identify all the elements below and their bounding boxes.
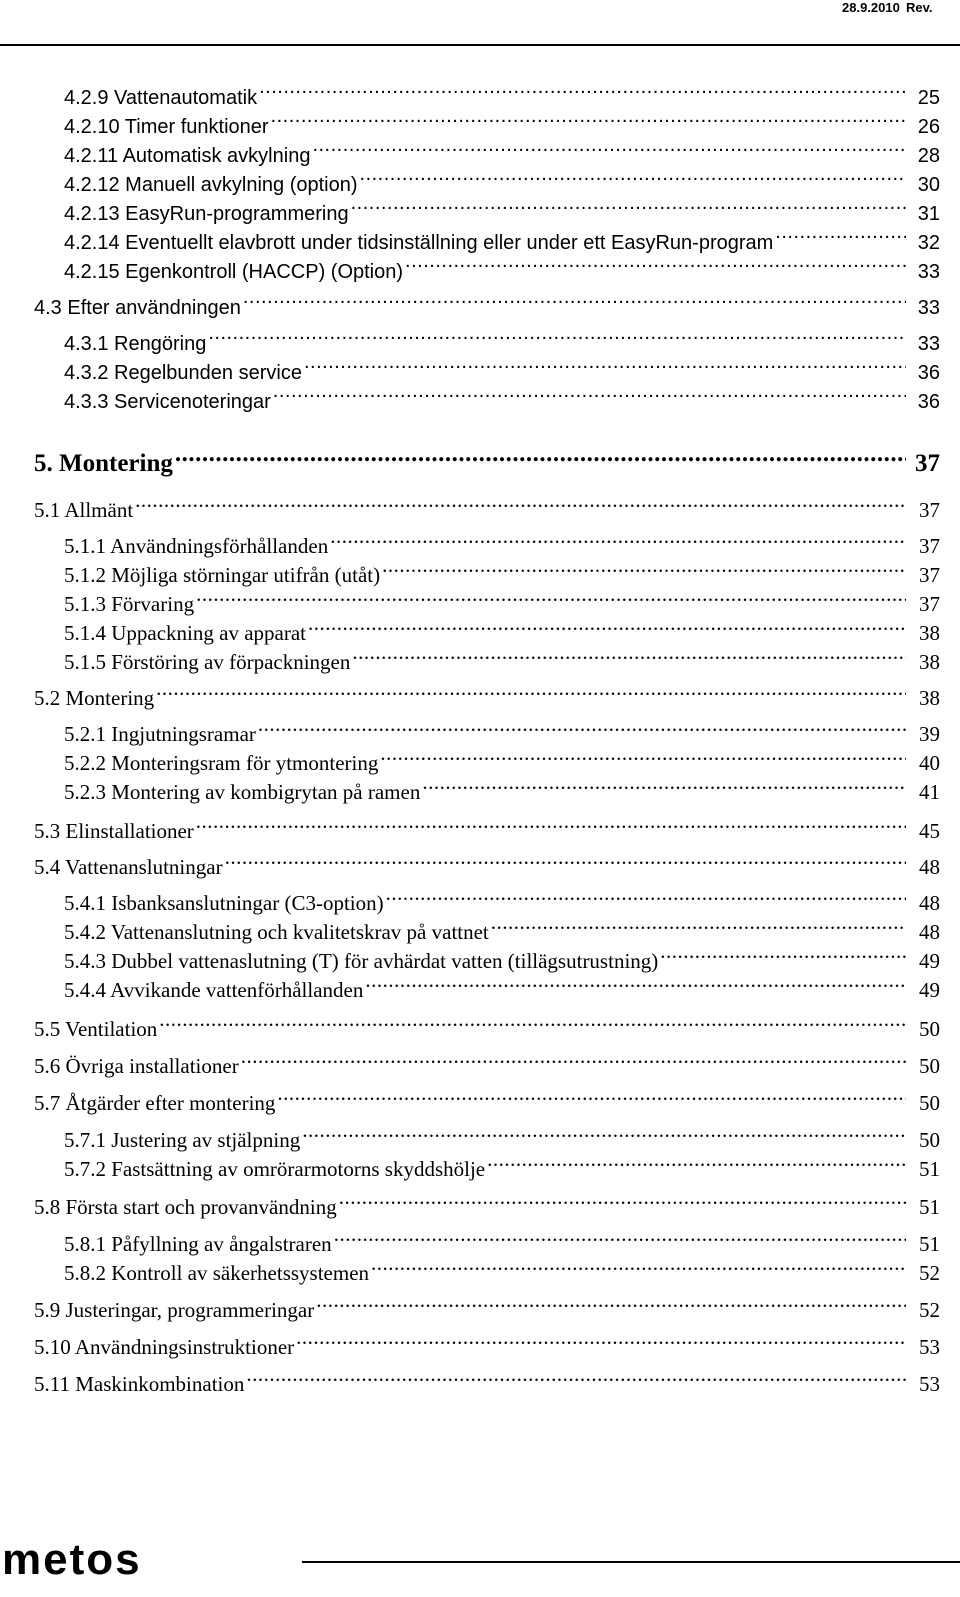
toc-entry-page: 40 xyxy=(919,751,940,775)
toc-entry-label: 4.3.3 Servicenoteringar xyxy=(64,391,271,413)
toc-entry-page: 50 xyxy=(919,1091,940,1115)
toc-leader-dots xyxy=(334,1225,906,1251)
toc-entry-label: 5.2.1 Ingjutningsramar xyxy=(64,722,256,746)
toc-entry[interactable] xyxy=(64,252,940,283)
toc-entry[interactable] xyxy=(34,1291,940,1322)
toc-entry-page: 33 xyxy=(917,333,940,355)
toc-entry-page: 53 xyxy=(919,1372,940,1396)
toc-entry-page: 37 xyxy=(919,563,940,587)
toc-entry[interactable] xyxy=(34,1047,940,1078)
toc-entry-label: 5.8 Första start och provanvändning xyxy=(34,1195,337,1219)
toc-entry-label: 4.3 Efter användningen xyxy=(34,297,241,319)
toc-entry[interactable] xyxy=(64,165,940,196)
toc-entry-page: 28 xyxy=(917,145,940,167)
toc-entry-page: 36 xyxy=(917,362,940,384)
toc-leader-dots xyxy=(296,1328,906,1354)
toc-entry-label: 4.2.9 Vattenautomatik xyxy=(64,87,258,109)
toc-leader-dots xyxy=(243,288,906,314)
toc-entry-label: 5.4.2 Vattenanslutning och kvalitetskrav på vattnet xyxy=(64,920,489,944)
toc-entry[interactable] xyxy=(64,1150,940,1181)
toc-entry[interactable] xyxy=(64,1254,940,1285)
toc-entry[interactable] xyxy=(34,445,940,477)
toc-leader-dots xyxy=(422,773,906,799)
page-footer xyxy=(0,1535,960,1595)
toc-leader-dots xyxy=(156,679,906,705)
toc-entry[interactable] xyxy=(64,107,940,138)
toc-leader-dots xyxy=(259,78,906,104)
toc-entry[interactable] xyxy=(64,527,940,558)
toc-entry-label: 5.1.4 Uppackning av apparat xyxy=(64,621,307,645)
toc-leader-dots xyxy=(175,445,906,471)
toc-entry-label: 5.4.1 Isbanksanslutningar (C3-option) xyxy=(64,891,384,915)
toc-leader-dots xyxy=(273,382,906,408)
toc-entry-page: 33 xyxy=(917,261,940,283)
toc-entry[interactable] xyxy=(64,913,940,944)
toc-entry-label: 5.2 Montering xyxy=(34,686,155,710)
toc-entry-page: 49 xyxy=(919,978,940,1002)
toc-entry-label: 5.1.2 Möjliga störningar utifrån (utåt) xyxy=(64,563,381,587)
toc-leader-dots xyxy=(196,812,906,838)
toc-leader-dots xyxy=(380,744,906,770)
toc-entry-page: 53 xyxy=(919,1335,940,1359)
toc-entry[interactable] xyxy=(34,679,940,710)
toc-entry-label: 5.1.5 Förstöring av förpackningen xyxy=(64,650,351,674)
toc-leader-dots xyxy=(308,614,906,640)
toc-entry[interactable] xyxy=(34,848,940,879)
toc-leader-dots xyxy=(405,252,906,278)
toc-entry-page: 37 xyxy=(919,534,940,558)
toc-leader-dots xyxy=(371,1254,906,1280)
toc-entry[interactable] xyxy=(64,971,940,1002)
toc-entry-label: 5.5 Ventilation xyxy=(34,1017,158,1041)
toc-entry-page: 50 xyxy=(919,1128,940,1152)
toc-entry-page: 50 xyxy=(919,1054,940,1078)
toc-entry-label: 4.3.2 Regelbunden service xyxy=(64,362,302,384)
toc-leader-dots xyxy=(225,848,906,874)
toc-entry-label: 5.8.1 Påfyllning av ångalstraren xyxy=(64,1232,332,1256)
toc-entry-label: 5.11 Maskinkombination xyxy=(34,1372,245,1396)
toc-entry[interactable] xyxy=(34,1328,940,1359)
toc-entry[interactable] xyxy=(64,773,940,804)
toc-entry-page: 37 xyxy=(919,592,940,616)
toc-entry-page: 31 xyxy=(917,203,940,225)
toc-entry[interactable] xyxy=(34,491,940,522)
toc-entry-page: 51 xyxy=(919,1195,940,1219)
toc-entry-label: 5.1 Allmänt xyxy=(34,498,134,522)
toc-entry-label: 5. Montering xyxy=(34,450,173,477)
toc-entry-label: 5.1.1 Användningsförhållanden xyxy=(64,534,329,558)
toc-entry-page: 38 xyxy=(919,686,940,710)
toc-entry[interactable] xyxy=(64,942,940,973)
toc-entry-page: 25 xyxy=(917,87,940,109)
toc-entry-page: 32 xyxy=(917,232,940,254)
toc-entry-page: 37 xyxy=(919,498,940,522)
toc-leader-dots xyxy=(775,223,906,249)
toc-leader-dots xyxy=(382,556,906,582)
toc-entry-page: 48 xyxy=(919,855,940,879)
toc-leader-dots xyxy=(365,971,906,997)
toc-entry[interactable] xyxy=(64,1225,940,1256)
toc-leader-dots xyxy=(351,194,906,220)
toc-entry[interactable] xyxy=(64,194,940,225)
toc-entry[interactable] xyxy=(64,715,940,746)
toc-entry[interactable] xyxy=(34,1365,940,1396)
toc-entry-label: 5.9 Justeringar, programmeringar xyxy=(34,1298,315,1322)
toc-entry-page: 26 xyxy=(917,116,940,138)
toc-leader-dots xyxy=(487,1150,906,1176)
toc-entry-label: 5.1.3 Förvaring xyxy=(64,592,195,616)
toc-leader-dots xyxy=(352,643,906,669)
toc-entry[interactable] xyxy=(64,136,940,167)
header-date: 28.9.2010 xyxy=(842,0,900,15)
toc-entry-label: 5.7.1 Justering av stjälpning xyxy=(64,1128,301,1152)
toc-entry-page: 52 xyxy=(919,1261,940,1285)
toc-entry[interactable] xyxy=(64,744,940,775)
toc-entry[interactable] xyxy=(34,1084,940,1115)
toc-leader-dots xyxy=(277,1084,906,1110)
toc-entry-label: 5.2.2 Monteringsram för ytmontering xyxy=(64,751,379,775)
toc-entry-label: 4.2.14 Eventuellt elavbrott under tidsinställning eller under ett EasyRun-program xyxy=(64,232,774,254)
header-rule xyxy=(0,44,960,46)
toc-entry[interactable] xyxy=(64,556,940,587)
toc-entry-label: 4.2.11 Automatisk avkylning xyxy=(64,145,311,167)
toc-entry[interactable] xyxy=(64,643,940,674)
toc-leader-dots xyxy=(135,491,906,517)
toc-entry[interactable] xyxy=(64,382,940,413)
toc-leader-dots xyxy=(241,1047,906,1073)
toc-entry-label: 4.2.15 Egenkontroll (HACCP) (Option) xyxy=(64,261,404,283)
toc-leader-dots xyxy=(304,353,906,379)
toc-entry-page: 38 xyxy=(919,650,940,674)
toc-entry-page: 51 xyxy=(919,1232,940,1256)
toc-entry-page: 41 xyxy=(919,780,940,804)
toc-entry[interactable] xyxy=(64,78,940,109)
toc-leader-dots xyxy=(258,715,906,741)
toc-entry-label: 5.4 Vattenanslutningar xyxy=(34,855,223,879)
toc-leader-dots xyxy=(339,1188,906,1214)
toc-leader-dots xyxy=(312,136,906,162)
toc-entry[interactable] xyxy=(64,353,940,384)
toc-entry[interactable] xyxy=(64,585,940,616)
toc-entry-label: 5.2.3 Montering av kombigrytan på ramen xyxy=(64,780,421,804)
toc-entry-label: 5.4.4 Avvikande vattenförhållanden xyxy=(64,978,364,1002)
footer-rule xyxy=(302,1561,960,1563)
toc-entry-label: 4.2.12 Manuell avkylning (option) xyxy=(64,174,358,196)
toc-entry-label: 5.6 Övriga installationer xyxy=(34,1054,239,1078)
toc-leader-dots xyxy=(491,913,906,939)
metos-logo: metos xyxy=(2,1535,142,1584)
toc-leader-dots xyxy=(330,527,906,553)
toc-entry[interactable] xyxy=(34,812,940,843)
toc-entry-label: 5.8.2 Kontroll av säkerhetssystemen xyxy=(64,1261,370,1285)
header-revision: Rev. xyxy=(906,0,933,15)
toc-entry-label: 5.4.3 Dubbel vattenaslutning (T) för avhärdat vatten (tillägsutrustning) xyxy=(64,949,659,973)
toc-entry[interactable] xyxy=(34,288,940,319)
toc-leader-dots xyxy=(208,324,906,350)
toc-entry-page: 51 xyxy=(919,1157,940,1181)
toc-entry-page: 52 xyxy=(919,1298,940,1322)
toc-entry[interactable] xyxy=(64,614,940,645)
toc-entry-page: 33 xyxy=(917,297,940,319)
toc-leader-dots xyxy=(271,107,906,133)
toc-entry[interactable] xyxy=(34,1188,940,1219)
toc-entry-page: 36 xyxy=(917,391,940,413)
toc-entry-page: 37 xyxy=(915,450,940,477)
toc-entry-page: 38 xyxy=(919,621,940,645)
toc-entry-page: 30 xyxy=(917,174,940,196)
toc-entry-page: 48 xyxy=(919,891,940,915)
toc-entry-page: 48 xyxy=(919,920,940,944)
toc-entry[interactable] xyxy=(64,223,940,254)
toc-entry-page: 49 xyxy=(919,949,940,973)
toc-leader-dots xyxy=(302,1121,906,1147)
toc-leader-dots xyxy=(196,585,906,611)
toc-entry[interactable] xyxy=(64,884,940,915)
page-header xyxy=(0,0,960,46)
toc-leader-dots xyxy=(159,1010,906,1036)
toc-entry[interactable] xyxy=(64,1121,940,1152)
toc-entry-label: 5.7 Åtgärder efter montering xyxy=(34,1091,276,1115)
toc-leader-dots xyxy=(316,1291,906,1317)
toc-entry-page: 45 xyxy=(919,819,940,843)
toc-entry-label: 4.3.1 Rengöring xyxy=(64,333,207,355)
toc-entry-page: 50 xyxy=(919,1017,940,1041)
toc-entry-label: 5.7.2 Fastsättning av omrörarmotorns skyddshölje xyxy=(64,1157,486,1181)
toc-leader-dots xyxy=(386,884,906,910)
toc-leader-dots xyxy=(660,942,906,968)
toc-entry[interactable] xyxy=(64,324,940,355)
toc-entry-label: 5.3 Elinstallationer xyxy=(34,819,194,843)
toc-leader-dots xyxy=(360,165,906,191)
toc-entry-label: 4.2.10 Timer funktioner xyxy=(64,116,269,138)
toc-entry-label: 5.10 Användningsinstruktioner xyxy=(34,1335,295,1359)
toc-leader-dots xyxy=(246,1365,906,1391)
toc-entry[interactable] xyxy=(34,1010,940,1041)
toc-entry-page: 39 xyxy=(919,722,940,746)
toc-entry-label: 4.2.13 EasyRun-programmering xyxy=(64,203,349,225)
